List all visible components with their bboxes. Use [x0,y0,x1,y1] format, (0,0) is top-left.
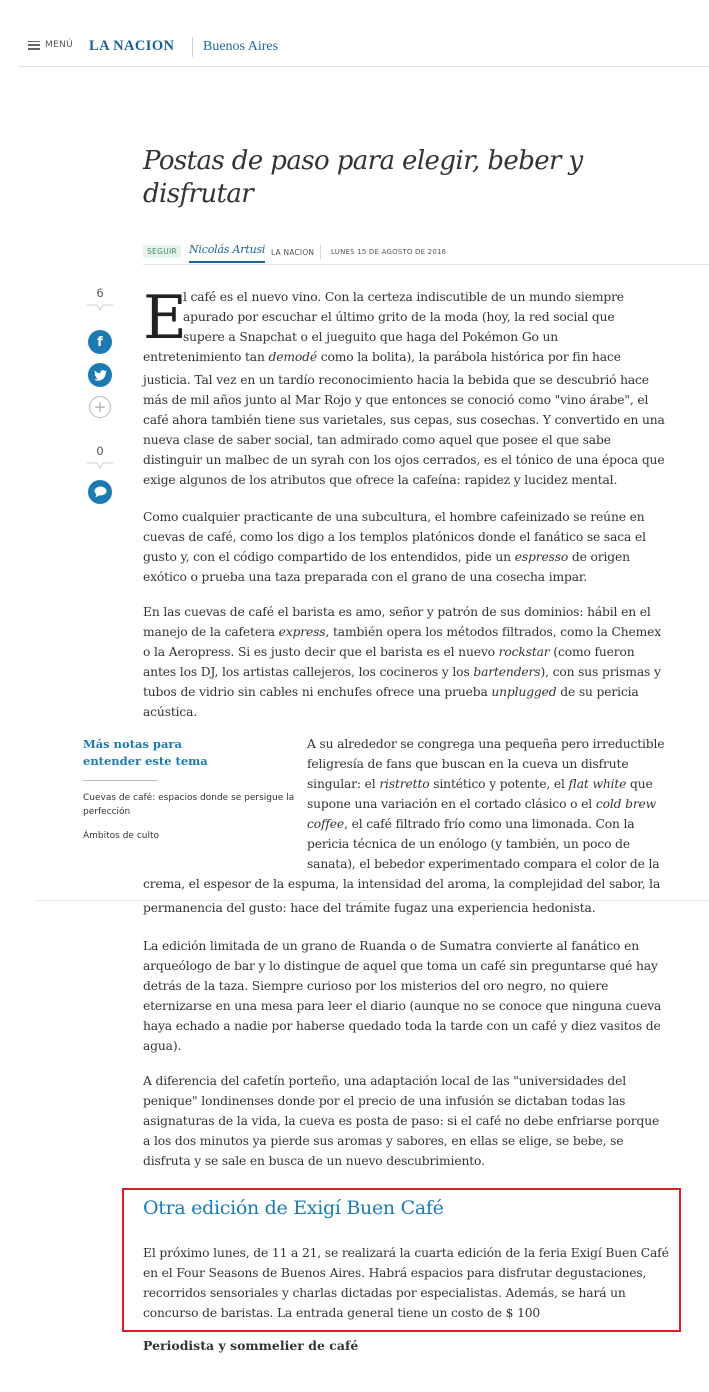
hamburger-icon [28,41,40,50]
twitter-icon [94,370,107,381]
body-line: feligresía de fans que buscan en la cueva un disfrute [307,757,629,771]
body-line: entretenimiento tan demodé como la bolita), la parábola histórica por fin hace [143,350,621,364]
body-line: A su alrededor se congrega una pequeña pero irreductible [307,737,665,751]
outlet-name: LA NACION [271,248,315,257]
box-title: Otra edición de Exigí Buen Café [143,1197,444,1219]
section-link[interactable]: Buenos Aires [203,39,279,54]
body-line: pericia técnica de un enólogo (y también, un poco de [307,837,631,851]
plus-icon: + [93,397,107,416]
more-share-button[interactable] [89,396,111,418]
counter-notch-icon [87,304,113,312]
byline-separator [320,245,321,259]
twitter-share-button[interactable] [88,363,112,387]
facebook-share-button[interactable] [88,330,112,354]
body-line: apurado por escuchar el último grito de la moda (hoy, la red social que [183,310,615,324]
byline-divider [143,264,709,265]
menu-label: MENÚ [45,40,73,50]
author-signature: Periodista y sommelier de café [143,1338,359,1353]
publish-date: LUNES 15 DE AGOSTO DE 2016 [331,248,447,256]
body-line: crema, el espesor de la espuma, la intensidad del aroma, la complejidad del sabor, la [143,877,661,891]
comment-count: 0 [96,444,104,458]
comment-icon [94,486,107,498]
box-text: El próximo lunes, de 11 a 21, se realizará la cuarta edición de la feria Exigí Buen Café en el Four Seasons de Buenos Aires. Habrá espacios para disfrutar degustaciones, recorridos sensoriales y charlas dictadas por especialistas. Además, se hará un concurso de baristas. La entrada general tiene un costo de $ 100 [143,1246,669,1320]
body-line: l café es el nuevo vino. Con la certeza indiscutible de un mundo siempre [183,290,624,304]
drop-cap: E [143,283,187,353]
header-divider [192,37,193,57]
related-notes-title: Más notas para entender este tema [83,737,208,768]
body-line: permanencia del gusto: hace del trámite fugaz una experiencia hedonista. [143,901,596,915]
body-line: coffee, el café filtrado frío como una limonada. Con la [307,817,635,831]
article-title: Postas de paso para elegir, beber y disfrutar [143,146,583,209]
counter-notch-icon [87,462,113,470]
follow-button[interactable]: SEGUIR [143,245,181,258]
share-count: 6 [96,286,104,300]
menu-button[interactable] [28,40,73,50]
site-header [18,0,709,67]
related-link[interactable]: Ámbitos de culto [83,831,160,841]
paragraph: La edición limitada de un grano de Ruanda o de Sumatra convierte al fanático en arqueólogo de bar y lo distingue de aquel que toma un café sin preguntarse qué hay detrás de la taza. Siempre curioso por los misterios del oro negro, no quiere eternizarse en una mesa para leer el diario (aunque no se conoce que ninguna cueva haya echado a nadie por haberse quedado toda la tarde con un café y diez vasitos de agua). [143,939,662,1053]
paragraph: justicia. Tal vez en un tardío reconocimiento hacia la bebida que se descubrió hace más de mil años junto al Mar Rojo y que entonces se conoció como "vino árabe", el café ahora también tiene sus varietales, sus cepas, sus cosechas. Y convertido en una nueva clase de saber social, tan admirado como aquel que posee el que sabe distinguir un malbec de un syrah con los ojos cerrados, es el tónico de una época que exige algunos de los atributos que ofrece la cafeína: rapidez y lucidez mental. [143,373,665,487]
site-logo[interactable]: LA NACION [89,38,175,54]
body-line: singular: el ristretto sintético y potente, el flat white que [307,777,653,791]
paragraph: En las cuevas de café el barista es amo, señor y patrón de sus dominios: hábil en el manejo de la cafetera express, también opera los métodos filtrados, como la Chemex o la Aeropress. Si es justo decir que el barista es el nuevo rockstar (como fueron antes los DJ, los artistas callejeros, los cocineros y los bartenders), con sus prismas y tubos de vidrio sin cables ni enchufes ofrece una prueba unplugged de su pericia acústica. [143,605,662,719]
related-link[interactable]: Cuevas de café: espacios donde se persigue la perfección [83,793,295,817]
related-divider [83,780,158,781]
body-line: supone una variación en el cortado clásico o el cold brew [307,797,657,811]
paragraph: A diferencia del cafetín porteño, una adaptación local de las "universidades del penique" londinenses donde por el precio de una infusión se dictaban todas las asignaturas de la vida, la cueva es posta de paso: si el café no debe enfriarse porque a los dos minutos ya pierde sus aromas y sabores, en ellas se elige, se bebe, se disfruta y se sale en busca de un nuevo descubrimiento. [143,1074,660,1168]
comments-button[interactable] [88,480,112,504]
body-line: supere a Snapchat o el jueguito que haga del Pokémon Go un [183,330,559,344]
author-link[interactable]: Nicolás Artusi [189,243,265,263]
facebook-icon: f [97,334,103,350]
body-line: sanata), el bebedor experimentado compara el color de la [307,857,660,871]
paragraph: Como cualquier practicante de una subcultura, el hombre cafeinizado se reúne en cuevas de café, como los digo a los templos platónicos donde el fanático se saca el gusto y, con el código compartido de los entendidos, pide un espresso de origen exótico o prueba una taza preparada con el grano de una cosecha impar. [143,510,646,584]
